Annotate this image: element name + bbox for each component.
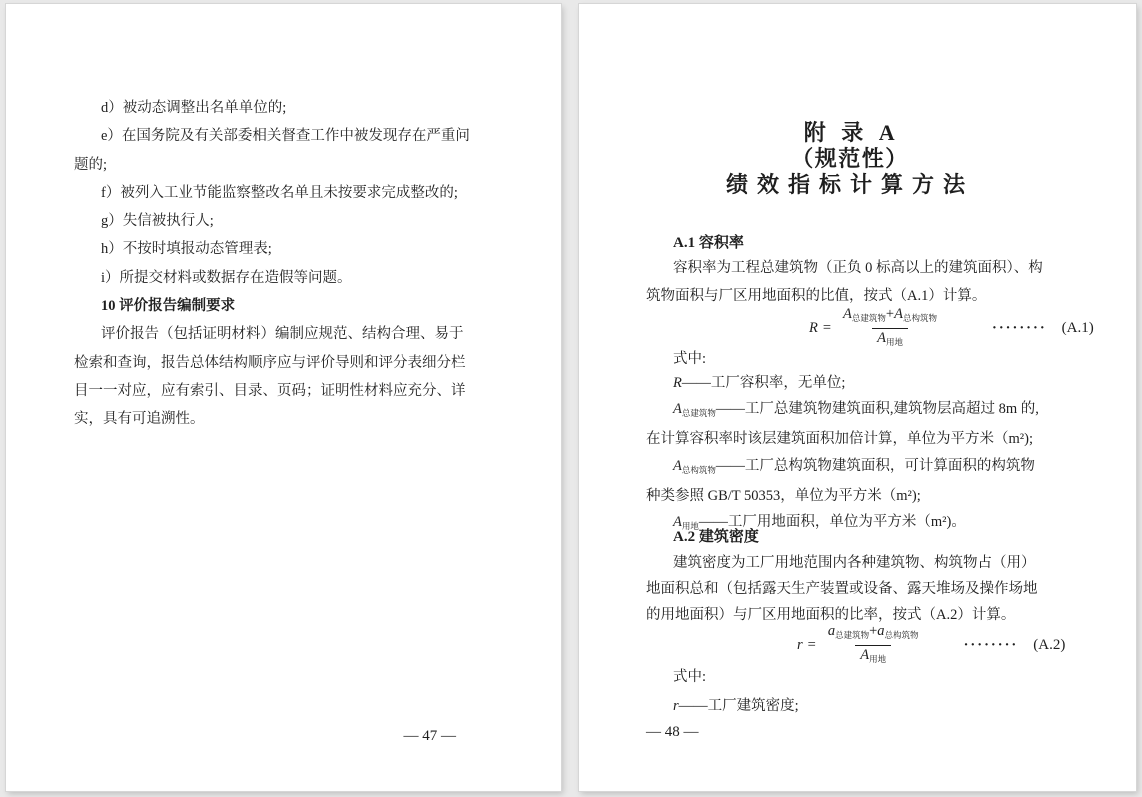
paragraph-line: 筑物面积与厂区用地面积的比值，按式（A.1）计算。 (646, 287, 987, 304)
plus-sign: + (869, 623, 878, 639)
definition-text: ——工厂总建筑物建筑面积,建筑物层高超过 8m 的, (715, 401, 1039, 418)
definition-text: ——工厂建筑密度; (678, 698, 799, 714)
a2-paragraph (646, 550, 1038, 628)
subscript: 总建筑物 (835, 630, 870, 640)
var: A (673, 457, 682, 474)
where-label-1 (646, 346, 1038, 373)
formula-a1 (809, 305, 1094, 352)
list-item-g: g）失信被执行人; (101, 213, 214, 230)
definition-text: ——工厂用地面积，单位为平方米（m²)。 (698, 514, 966, 531)
definition-A-jianzhuwu (646, 396, 1046, 426)
equals-sign: = (807, 637, 816, 653)
section-heading-a2-text: A.2 建筑密度 (673, 529, 759, 545)
list-item-i: i）所提交材料或数据存在造假等问题。 (101, 269, 352, 286)
subscript: 用地 (869, 654, 887, 664)
section-heading-a2 (646, 524, 1038, 551)
fraction (838, 305, 942, 352)
fraction-numerator (838, 305, 942, 328)
definition-text: ——工厂总构筑物建筑面积，可计算面积的构筑物 (715, 457, 1035, 474)
formula-a1-label: (A.1) (1061, 320, 1094, 336)
section-heading-a1-text: A.1 容积率 (673, 235, 744, 251)
paragraph-line: 的用地面积）与厂区用地面积的比率，按式（A.2）计算。 (646, 607, 1016, 623)
appendix-title-line1: 附 录 A (803, 120, 897, 145)
page-47 (6, 4, 561, 791)
paragraph-line: 评价报告（包括证明材料）编制应规范、结构合理、易于 (101, 326, 464, 343)
page-48 (579, 4, 1136, 791)
where-label-2 (646, 664, 1038, 691)
page-number-47: — 47 — (403, 728, 456, 744)
formula-a2 (797, 622, 1065, 669)
var: A (860, 647, 870, 663)
var: A (673, 514, 682, 531)
paragraph-line: 实，具有可追溯性。 (74, 411, 205, 428)
appendix-title (664, 120, 1036, 198)
list-item-d: d）被动态调整出名单单位的; (101, 100, 287, 116)
var: r (673, 698, 679, 714)
subscript: 用地 (681, 521, 699, 532)
page-number-48: — 48 — (646, 724, 699, 740)
fraction (823, 622, 924, 669)
paragraph-line: 目一一对应，应有索引、目录、页码；证明性材料应充分、详 (74, 382, 466, 399)
var: A (673, 401, 682, 418)
paragraph-line: 地面积总和（包括露天生产装置或设备、露天堆场及操作场地 (646, 581, 1038, 597)
where-label-1-text: 式中: (673, 351, 707, 367)
list-item-e-cont: 题的; (74, 156, 108, 173)
equals-sign: = (822, 320, 832, 336)
var: a (827, 623, 836, 639)
list-item-h: h）不按时填报动态管理表; (101, 241, 272, 258)
definition-A-gouzhuwu-cont: 种类参照 GB/T 50353，单位为平方米（m²); (646, 487, 921, 504)
definition-R (646, 370, 1046, 396)
section-heading-a1 (646, 230, 1038, 257)
dot-leader: ········ (963, 637, 1019, 653)
list-item-f: f）被列入工业节能监察整改名单且未按要求完成整改的; (101, 184, 458, 201)
page-47-body (74, 94, 470, 434)
formula-a2-label: (A.2) (1033, 637, 1066, 653)
formula-a1-lhs: R (809, 320, 818, 336)
definition-text: ——工厂容积率，无单位; (681, 375, 846, 391)
subscript: 总构筑物 (902, 313, 937, 323)
var: A (894, 306, 903, 322)
var: R (673, 375, 682, 391)
section-heading-10: 10 评价报告编制要求 (101, 298, 236, 315)
list-item-e: e）在国务院及有关部委相关督查工作中被发现存在严重问 (101, 128, 470, 145)
fraction-numerator (823, 622, 924, 645)
subscript: 总建筑物 (851, 313, 886, 323)
plus-sign: + (885, 306, 895, 322)
definition-A-gouzhuwu (646, 453, 1046, 483)
where-label-2-text: 式中: (673, 669, 707, 685)
a1-definitions (646, 370, 1046, 539)
appendix-title-line2: （规范性） (791, 146, 909, 171)
paragraph-line: 检索和查询，报告总体结构顺序应与评价导则和评分表细分栏 (74, 354, 466, 371)
dot-leader: ········ (991, 320, 1047, 336)
paragraph-line: 建筑密度为工厂用地范围内各种建筑物、构筑物占（用） (673, 555, 1036, 571)
var: A (843, 306, 852, 322)
a1-paragraph (646, 255, 1043, 310)
subscript: 总构筑物 (681, 464, 716, 475)
definition-A-jianzhuwu-cont: 在计算容积率时该层建筑面积加倍计算，单位为平方米（m²); (646, 431, 1033, 448)
appendix-title-line3: 绩效指标计算方法 (725, 172, 974, 197)
var: a (877, 623, 885, 639)
subscript: 总建筑物 (681, 408, 716, 419)
paragraph-line: 容积率为工程总建筑物（正负 0 标高以上的建筑面积）、构 (673, 260, 1043, 276)
definition-r (646, 693, 1038, 720)
subscript: 总构筑物 (884, 630, 919, 640)
subscript: 用地 (885, 337, 903, 347)
var: A (877, 330, 886, 346)
formula-a2-lhs: r (797, 637, 803, 653)
